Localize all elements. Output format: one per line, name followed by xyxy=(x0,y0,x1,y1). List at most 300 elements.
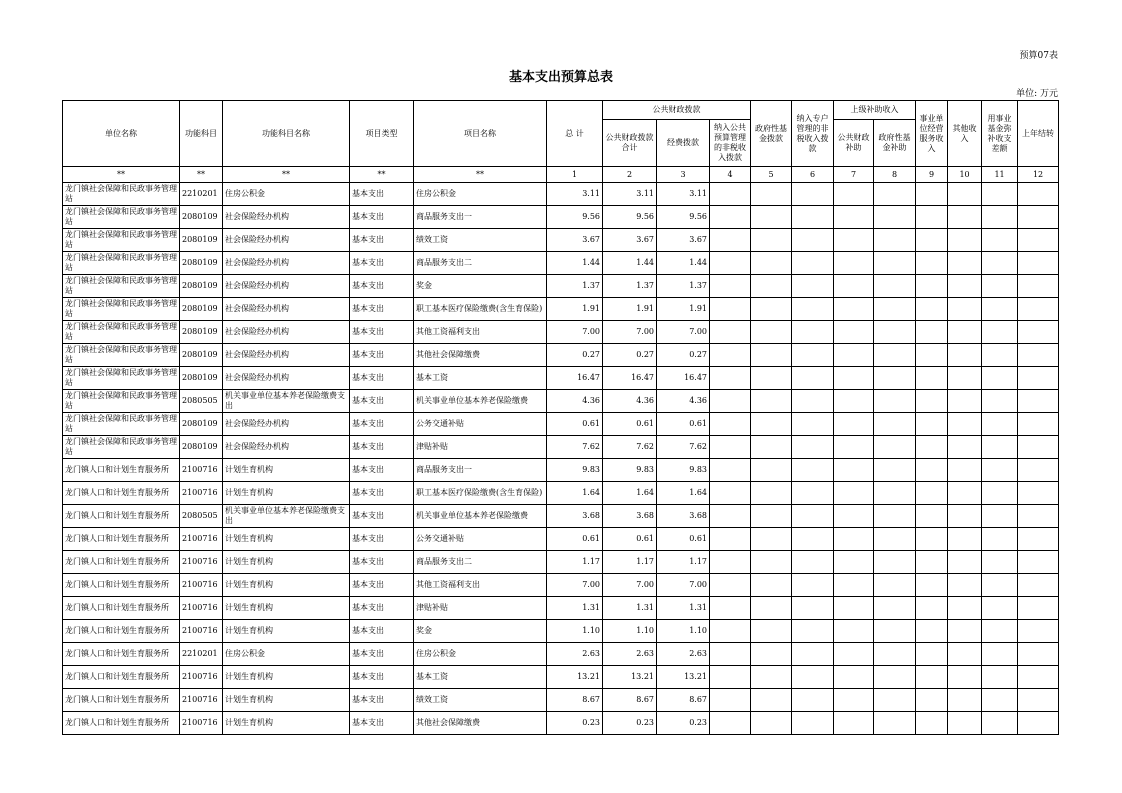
func-name-cell: 计划生育机构 xyxy=(223,712,350,735)
unit-label: 单位: 万元 xyxy=(1016,89,1058,99)
empty-cell xyxy=(982,367,1018,390)
empty-cell xyxy=(751,574,792,597)
proj-type-cell: 基本支出 xyxy=(350,275,414,298)
empty-cell xyxy=(710,183,751,206)
table-row xyxy=(63,643,1059,666)
func-name-cell: 社会保险经办机构 xyxy=(223,229,350,252)
func-code-cell: 2080109 xyxy=(180,367,223,390)
unit-name-cell: 龙门镇人口和计划生育服务所 xyxy=(63,528,180,551)
empty-cell xyxy=(1018,413,1059,436)
index-cell: 5 xyxy=(751,167,792,183)
funding-cell: 0.23 xyxy=(657,712,710,735)
proj-type-cell: 基本支出 xyxy=(350,620,414,643)
proj-type-cell: 基本支出 xyxy=(350,528,414,551)
empty-cell xyxy=(834,252,874,275)
proj-name-cell: 其他工资福利支出 xyxy=(414,574,547,597)
public-fin-total-cell: 1.10 xyxy=(603,620,657,643)
empty-cell xyxy=(710,551,751,574)
empty-cell xyxy=(710,229,751,252)
empty-cell xyxy=(916,252,948,275)
unit-name-cell: 龙门镇社会保障和民政事务管理站 xyxy=(63,183,180,206)
empty-cell xyxy=(751,229,792,252)
empty-cell xyxy=(751,344,792,367)
func-code-cell: 2100716 xyxy=(180,689,223,712)
empty-cell xyxy=(1018,206,1059,229)
empty-cell xyxy=(834,666,874,689)
empty-cell xyxy=(751,206,792,229)
funding-cell: 0.61 xyxy=(657,413,710,436)
table-row xyxy=(63,712,1059,735)
func-code-cell: 2100716 xyxy=(180,666,223,689)
empty-cell xyxy=(874,712,916,735)
table-row xyxy=(63,666,1059,689)
empty-cell xyxy=(792,367,834,390)
empty-cell xyxy=(916,482,948,505)
empty-cell xyxy=(834,597,874,620)
col-fund-supplement: 用事业基金弥补收支差额 xyxy=(982,101,1018,167)
empty-cell xyxy=(792,551,834,574)
empty-cell xyxy=(916,229,948,252)
func-name-cell: 计划生育机构 xyxy=(223,666,350,689)
empty-cell xyxy=(1018,620,1059,643)
func-code-cell: 2080109 xyxy=(180,206,223,229)
empty-cell xyxy=(916,390,948,413)
empty-cell xyxy=(874,206,916,229)
empty-cell xyxy=(948,344,982,367)
empty-cell xyxy=(948,528,982,551)
empty-cell xyxy=(916,643,948,666)
public-fin-total-cell: 3.67 xyxy=(603,229,657,252)
func-name-cell: 计划生育机构 xyxy=(223,459,350,482)
empty-cell xyxy=(982,643,1018,666)
empty-cell xyxy=(792,712,834,735)
proj-type-cell: 基本支出 xyxy=(350,321,414,344)
empty-cell xyxy=(792,436,834,459)
empty-cell xyxy=(710,574,751,597)
empty-cell xyxy=(792,459,834,482)
table-row xyxy=(63,206,1059,229)
empty-cell xyxy=(948,390,982,413)
funding-cell: 4.36 xyxy=(657,390,710,413)
empty-cell xyxy=(874,298,916,321)
empty-cell xyxy=(916,344,948,367)
table-row xyxy=(63,459,1059,482)
empty-cell xyxy=(948,712,982,735)
total-cell: 1.10 xyxy=(547,620,603,643)
public-fin-total-cell: 3.68 xyxy=(603,505,657,528)
empty-cell xyxy=(710,712,751,735)
empty-cell xyxy=(1018,252,1059,275)
table-row xyxy=(63,620,1059,643)
empty-cell xyxy=(710,298,751,321)
empty-cell xyxy=(948,459,982,482)
empty-cell xyxy=(792,505,834,528)
empty-cell xyxy=(916,689,948,712)
empty-cell xyxy=(982,206,1018,229)
empty-cell xyxy=(874,229,916,252)
func-name-cell: 社会保险经办机构 xyxy=(223,436,350,459)
empty-cell xyxy=(710,597,751,620)
empty-cell xyxy=(710,643,751,666)
total-cell: 0.61 xyxy=(547,413,603,436)
proj-name-cell: 公务交通补贴 xyxy=(414,413,547,436)
total-cell: 7.00 xyxy=(547,574,603,597)
func-code-cell: 2100716 xyxy=(180,459,223,482)
empty-cell xyxy=(874,620,916,643)
proj-type-cell: 基本支出 xyxy=(350,689,414,712)
func-code-cell: 2210201 xyxy=(180,183,223,206)
table-row xyxy=(63,528,1059,551)
func-name-cell: 计划生育机构 xyxy=(223,597,350,620)
public-fin-total-cell: 7.62 xyxy=(603,436,657,459)
form-number: 预算07表 xyxy=(1019,51,1058,61)
empty-cell xyxy=(751,321,792,344)
proj-type-cell: 基本支出 xyxy=(350,505,414,528)
empty-cell xyxy=(982,459,1018,482)
proj-type-cell: 基本支出 xyxy=(350,252,414,275)
proj-name-cell: 基本工资 xyxy=(414,666,547,689)
func-name-cell: 计划生育机构 xyxy=(223,528,350,551)
func-code-cell: 2080109 xyxy=(180,298,223,321)
empty-cell xyxy=(792,275,834,298)
empty-cell xyxy=(1018,482,1059,505)
empty-cell xyxy=(948,482,982,505)
empty-cell xyxy=(1018,528,1059,551)
funding-cell: 9.83 xyxy=(657,459,710,482)
total-cell: 4.36 xyxy=(547,390,603,413)
empty-cell xyxy=(874,367,916,390)
proj-name-cell: 商品服务支出二 xyxy=(414,252,547,275)
func-name-cell: 住房公积金 xyxy=(223,643,350,666)
func-code-cell: 2080505 xyxy=(180,390,223,413)
empty-cell xyxy=(834,482,874,505)
index-cell: 2 xyxy=(603,167,657,183)
table-body xyxy=(63,183,1059,735)
empty-cell xyxy=(916,620,948,643)
funding-cell: 1.91 xyxy=(657,298,710,321)
proj-name-cell: 奖金 xyxy=(414,620,547,643)
empty-cell xyxy=(792,597,834,620)
total-cell: 16.47 xyxy=(547,367,603,390)
empty-cell xyxy=(751,298,792,321)
funding-cell: 0.61 xyxy=(657,528,710,551)
empty-cell xyxy=(916,459,948,482)
proj-name-cell: 商品服务支出一 xyxy=(414,206,547,229)
empty-cell xyxy=(710,459,751,482)
empty-cell xyxy=(834,390,874,413)
empty-cell xyxy=(916,597,948,620)
empty-cell xyxy=(948,229,982,252)
unit-name-cell: 龙门镇社会保障和民政事务管理站 xyxy=(63,321,180,344)
func-name-cell: 计划生育机构 xyxy=(223,620,350,643)
public-fin-total-cell: 0.61 xyxy=(603,413,657,436)
empty-cell xyxy=(751,712,792,735)
col-proj-type: 项目类型 xyxy=(350,101,414,167)
funding-cell: 1.64 xyxy=(657,482,710,505)
empty-cell xyxy=(916,712,948,735)
empty-cell xyxy=(874,689,916,712)
empty-cell xyxy=(834,275,874,298)
empty-cell xyxy=(751,620,792,643)
empty-cell xyxy=(834,528,874,551)
table-row xyxy=(63,252,1059,275)
func-name-cell: 社会保险经办机构 xyxy=(223,298,350,321)
proj-type-cell: 基本支出 xyxy=(350,206,414,229)
empty-cell xyxy=(792,321,834,344)
unit-name-cell: 龙门镇社会保障和民政事务管理站 xyxy=(63,229,180,252)
empty-cell xyxy=(834,367,874,390)
func-name-cell: 社会保险经办机构 xyxy=(223,206,350,229)
index-cell: 12 xyxy=(1018,167,1059,183)
index-row xyxy=(63,167,1059,183)
empty-cell xyxy=(710,689,751,712)
empty-cell xyxy=(1018,344,1059,367)
empty-cell xyxy=(1018,436,1059,459)
empty-cell xyxy=(948,298,982,321)
empty-cell xyxy=(874,574,916,597)
empty-cell xyxy=(982,620,1018,643)
empty-cell xyxy=(792,689,834,712)
funding-cell: 1.17 xyxy=(657,551,710,574)
empty-cell xyxy=(834,321,874,344)
empty-cell xyxy=(792,344,834,367)
proj-name-cell: 其他工资福利支出 xyxy=(414,321,547,344)
public-fin-total-cell: 0.27 xyxy=(603,344,657,367)
func-code-cell: 2100716 xyxy=(180,620,223,643)
empty-cell xyxy=(792,482,834,505)
empty-cell xyxy=(1018,666,1059,689)
empty-cell xyxy=(948,321,982,344)
empty-cell xyxy=(982,528,1018,551)
empty-cell xyxy=(874,390,916,413)
proj-name-cell: 津贴补贴 xyxy=(414,436,547,459)
col-upper-gov-fund: 政府性基金补助 xyxy=(874,120,916,167)
empty-cell xyxy=(982,712,1018,735)
index-cell: 9 xyxy=(916,167,948,183)
funding-cell: 16.47 xyxy=(657,367,710,390)
empty-cell xyxy=(916,298,948,321)
empty-cell xyxy=(710,252,751,275)
empty-cell xyxy=(751,666,792,689)
table-row xyxy=(63,551,1059,574)
empty-cell xyxy=(982,505,1018,528)
index-cell: ** xyxy=(63,167,180,183)
unit-name-cell: 龙门镇社会保障和民政事务管理站 xyxy=(63,413,180,436)
index-cell: ** xyxy=(223,167,350,183)
total-cell: 1.91 xyxy=(547,298,603,321)
proj-type-cell: 基本支出 xyxy=(350,597,414,620)
func-code-cell: 2080109 xyxy=(180,436,223,459)
empty-cell xyxy=(916,574,948,597)
empty-cell xyxy=(834,229,874,252)
proj-name-cell: 津贴补贴 xyxy=(414,597,547,620)
public-fin-total-cell: 7.00 xyxy=(603,574,657,597)
empty-cell xyxy=(710,482,751,505)
proj-name-cell: 绩效工资 xyxy=(414,689,547,712)
func-name-cell: 计划生育机构 xyxy=(223,551,350,574)
func-code-cell: 2100716 xyxy=(180,597,223,620)
unit-name-cell: 龙门镇社会保障和民政事务管理站 xyxy=(63,367,180,390)
empty-cell xyxy=(1018,298,1059,321)
total-cell: 7.62 xyxy=(547,436,603,459)
empty-cell xyxy=(948,666,982,689)
proj-type-cell: 基本支出 xyxy=(350,551,414,574)
empty-cell xyxy=(916,666,948,689)
empty-cell xyxy=(834,712,874,735)
proj-type-cell: 基本支出 xyxy=(350,390,414,413)
funding-cell: 7.62 xyxy=(657,436,710,459)
unit-name-cell: 龙门镇人口和计划生育服务所 xyxy=(63,666,180,689)
proj-name-cell: 其他社会保障缴费 xyxy=(414,712,547,735)
empty-cell xyxy=(916,321,948,344)
empty-cell xyxy=(1018,551,1059,574)
empty-cell xyxy=(1018,367,1059,390)
empty-cell xyxy=(1018,321,1059,344)
empty-cell xyxy=(792,252,834,275)
empty-cell xyxy=(916,413,948,436)
public-fin-total-cell: 9.56 xyxy=(603,206,657,229)
table-row xyxy=(63,275,1059,298)
funding-cell: 9.56 xyxy=(657,206,710,229)
empty-cell xyxy=(874,597,916,620)
empty-cell xyxy=(916,183,948,206)
empty-cell xyxy=(982,321,1018,344)
proj-type-cell: 基本支出 xyxy=(350,298,414,321)
total-cell: 1.17 xyxy=(547,551,603,574)
empty-cell xyxy=(874,275,916,298)
funding-cell: 1.31 xyxy=(657,597,710,620)
funding-cell: 1.37 xyxy=(657,275,710,298)
total-cell: 0.61 xyxy=(547,528,603,551)
proj-type-cell: 基本支出 xyxy=(350,436,414,459)
table-row xyxy=(63,298,1059,321)
table-row xyxy=(63,413,1059,436)
empty-cell xyxy=(751,252,792,275)
func-name-cell: 机关事业单位基本养老保险缴费支出 xyxy=(223,390,350,413)
empty-cell xyxy=(948,436,982,459)
table-row xyxy=(63,367,1059,390)
public-fin-total-cell: 1.44 xyxy=(603,252,657,275)
empty-cell xyxy=(834,206,874,229)
page-title: 基本支出预算总表 xyxy=(508,70,613,85)
index-cell: 1 xyxy=(547,167,603,183)
empty-cell xyxy=(916,528,948,551)
empty-cell xyxy=(792,298,834,321)
unit-name-cell: 龙门镇人口和计划生育服务所 xyxy=(63,643,180,666)
func-name-cell: 计划生育机构 xyxy=(223,689,350,712)
col-total: 总 计 xyxy=(547,101,603,167)
public-fin-total-cell: 13.21 xyxy=(603,666,657,689)
unit-name-cell: 龙门镇人口和计划生育服务所 xyxy=(63,712,180,735)
empty-cell xyxy=(792,620,834,643)
empty-cell xyxy=(948,413,982,436)
empty-cell xyxy=(792,666,834,689)
table-header xyxy=(63,101,1059,183)
empty-cell xyxy=(1018,390,1059,413)
public-fin-total-cell: 8.67 xyxy=(603,689,657,712)
funding-cell: 3.68 xyxy=(657,505,710,528)
funding-cell: 3.11 xyxy=(657,183,710,206)
total-cell: 0.23 xyxy=(547,712,603,735)
proj-name-cell: 职工基本医疗保险缴费(含生育保险) xyxy=(414,482,547,505)
func-code-cell: 2080109 xyxy=(180,413,223,436)
total-cell: 13.21 xyxy=(547,666,603,689)
proj-name-cell: 商品服务支出二 xyxy=(414,551,547,574)
proj-name-cell: 职工基本医疗保险缴费(含生育保险) xyxy=(414,298,547,321)
unit-name-cell: 龙门镇社会保障和民政事务管理站 xyxy=(63,206,180,229)
empty-cell xyxy=(1018,574,1059,597)
empty-cell xyxy=(751,643,792,666)
empty-cell xyxy=(916,275,948,298)
public-fin-total-cell: 9.83 xyxy=(603,459,657,482)
empty-cell xyxy=(792,528,834,551)
empty-cell xyxy=(1018,643,1059,666)
proj-type-cell: 基本支出 xyxy=(350,413,414,436)
empty-cell xyxy=(874,413,916,436)
total-cell: 2.63 xyxy=(547,643,603,666)
public-fin-total-cell: 1.64 xyxy=(603,482,657,505)
empty-cell xyxy=(1018,183,1059,206)
empty-cell xyxy=(792,183,834,206)
funding-cell: 8.67 xyxy=(657,689,710,712)
func-code-cell: 2080109 xyxy=(180,275,223,298)
func-code-cell: 2080109 xyxy=(180,344,223,367)
func-name-cell: 机关事业单位基本养老保险缴费支出 xyxy=(223,505,350,528)
index-cell: ** xyxy=(180,167,223,183)
empty-cell xyxy=(792,206,834,229)
unit-name-cell: 龙门镇人口和计划生育服务所 xyxy=(63,505,180,528)
col-proj-name: 项目名称 xyxy=(414,101,547,167)
empty-cell xyxy=(751,436,792,459)
proj-type-cell: 基本支出 xyxy=(350,344,414,367)
table-row xyxy=(63,689,1059,712)
empty-cell xyxy=(948,275,982,298)
empty-cell xyxy=(710,344,751,367)
funding-cell: 3.67 xyxy=(657,229,710,252)
empty-cell xyxy=(751,367,792,390)
empty-cell xyxy=(916,206,948,229)
proj-name-cell: 机关事业单位基本养老保险缴费 xyxy=(414,505,547,528)
index-cell: 6 xyxy=(792,167,834,183)
empty-cell xyxy=(792,390,834,413)
col-other-income: 其他收入 xyxy=(948,101,982,167)
empty-cell xyxy=(874,528,916,551)
total-cell: 3.11 xyxy=(547,183,603,206)
empty-cell xyxy=(982,413,1018,436)
public-fin-total-cell: 0.61 xyxy=(603,528,657,551)
func-code-cell: 2210201 xyxy=(180,643,223,666)
funding-cell: 0.27 xyxy=(657,344,710,367)
empty-cell xyxy=(834,413,874,436)
empty-cell xyxy=(710,413,751,436)
empty-cell xyxy=(710,505,751,528)
func-code-cell: 2100716 xyxy=(180,528,223,551)
table-row xyxy=(63,482,1059,505)
empty-cell xyxy=(982,689,1018,712)
unit-name-cell: 龙门镇人口和计划生育服务所 xyxy=(63,597,180,620)
func-code-cell: 2100716 xyxy=(180,574,223,597)
empty-cell xyxy=(1018,459,1059,482)
empty-cell xyxy=(751,413,792,436)
proj-type-cell: 基本支出 xyxy=(350,574,414,597)
index-cell: ** xyxy=(414,167,547,183)
empty-cell xyxy=(874,344,916,367)
proj-name-cell: 机关事业单位基本养老保险缴费 xyxy=(414,390,547,413)
col-special-account: 纳入专户管理的非税收入拨款 xyxy=(792,101,834,167)
col-func-code: 功能科目 xyxy=(180,101,223,167)
empty-cell xyxy=(948,206,982,229)
empty-cell xyxy=(948,183,982,206)
